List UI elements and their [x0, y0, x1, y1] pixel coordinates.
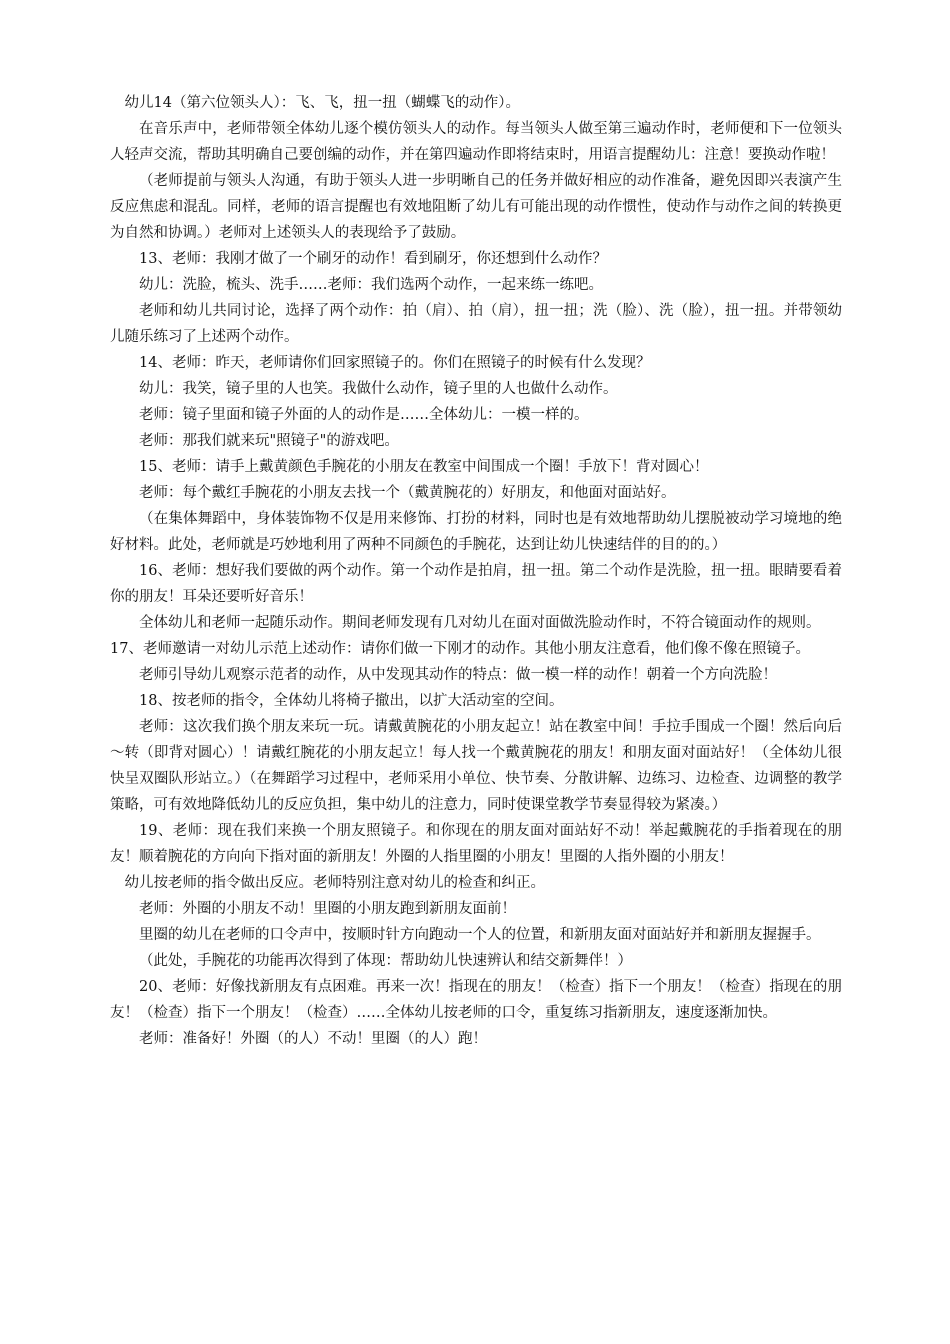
paragraph: （在集体舞蹈中，身体装饰物不仅是用来修饰、打扮的材料，同时也是有效地帮助幼儿摆脱被动学习境地的绝好材料。此处，老师就是巧妙地利用了两种不同颜色的手腕花，达到让幼儿快速结伴的目的的。）	[110, 511, 842, 553]
paragraph: 15、老师：请手上戴黄颜色手腕花的小朋友在教室中间围成一个圈！手放下！背对圆心！	[139, 459, 709, 475]
paragraph: 老师：外圈的小朋友不动！里圈的小朋友跑到新朋友面前！	[139, 901, 516, 917]
paragraph: 20、老师：好像找新朋友有点困难。再来一次！指现在的朋友！（检查）指下一个朋友！（检查）指现在的朋友！（检查）指下一个朋友！（检查）……全体幼儿按老师的口令，重复练习指新朋友，速度逐渐加快。	[110, 979, 842, 1021]
paragraph: 老师和幼儿共同讨论，选择了两个动作：拍（肩）、拍（肩），扭一扭；洗（脸）、洗（脸），扭一扭。并带领幼儿随乐练习了上述两个动作。	[110, 303, 842, 345]
paragraph: 幼儿14（第六位领头人）：飞、飞，扭一扭（蝴蝶飞的动作）。	[124, 95, 520, 111]
paragraph: 13、老师：我刚才做了一个刷牙的动作！看到刷牙，你还想到什么动作？	[139, 251, 607, 267]
paragraph: 幼儿：我笑，镜子里的人也笑。我做什么动作，镜子里的人也做什么动作。	[139, 381, 618, 397]
paragraph: 全体幼儿和老师一起随乐动作。期间老师发现有几对幼儿在面对面做洗脸动作时，不符合镜面动作的规则。	[139, 615, 821, 631]
paragraph: 17、老师邀请一对幼儿示范上述动作：请你们做一下刚才的动作。其他小朋友注意看，他们像不像在照镜子。	[110, 641, 810, 657]
paragraph: （老师提前与领头人沟通，有助于领头人进一步明晰自己的任务并做好相应的动作准备，避免因即兴表演产生反应焦虑和混乱。同样，老师的语言提醒也有效地阻断了幼儿有可能出现的动作惯性，使动作与动作之间的转换更为自然和协调。）老师对上述领头人的表现给予了鼓励。	[110, 173, 842, 241]
paragraph: 老师引导幼儿观察示范者的动作，从中发现其动作的特点：做一模一样的动作！朝着一个方向洗脸！	[139, 667, 777, 683]
paragraph: （此处，手腕花的功能再次得到了体现：帮助幼儿快速辨认和结交新舞伴！）	[139, 953, 632, 969]
paragraph: 在音乐声中，老师带领全体幼儿逐个模仿领头人的动作。每当领头人做至第三遍动作时，老师便和下一位领头人轻声交流，帮助其明确自己要创编的动作，并在第四遍动作即将结束时，用语言提醒幼儿：注意！要换动作啦！	[110, 121, 842, 163]
document-page	[110, 90, 842, 1052]
paragraph: 老师：准备好！外圈（的人）不动！里圈（的人）跑！	[139, 1031, 487, 1047]
paragraph: 老师：那我们就来玩"照镜子"的游戏吧。	[139, 433, 399, 449]
paragraph: 18、按老师的指令，全体幼儿将椅子撤出，以扩大活动室的空间。	[139, 693, 564, 709]
paragraph: 14、老师：昨天，老师请你们回家照镜子的。你们在照镜子的时候有什么发现？	[139, 355, 651, 371]
paragraph: 19、老师：现在我们来换一个朋友照镜子。和你现在的朋友面对面站好不动！举起戴腕花的手指着现在的朋友！顺着腕花的方向向下指对面的新朋友！外圈的人指里圈的小朋友！里圈的人指外圈的小朋友！	[110, 823, 842, 865]
paragraph: 里圈的幼儿在老师的口令声中，按顺时针方向跑动一个人的位置，和新朋友面对面站好并和新朋友握握手。	[139, 927, 821, 943]
paragraph: 幼儿：洗脸，梳头、洗手……老师：我们选两个动作，一起来练一练吧。	[139, 277, 603, 293]
paragraph: 老师：镜子里面和镜子外面的人的动作是……全体幼儿：一模一样的。	[139, 407, 589, 423]
paragraph: 16、老师：想好我们要做的两个动作。第一个动作是拍肩，扭一扭。第二个动作是洗脸，扭一扭。眼睛要看着你的朋友！耳朵还要听好音乐！	[110, 563, 842, 605]
paragraph: 老师：这次我们换个朋友来玩一玩。请戴黄腕花的小朋友起立！站在教室中间！手拉手围成一个圈！然后向后～转（即背对圆心）！请戴红腕花的小朋友起立！每人找一个戴黄腕花的朋友！和朋友面对面站好！（全体幼儿很快呈双圈队形站立。）（在舞蹈学习过程中，老师采用小单位、快节奏、分散讲解、边练习、边检查、边调整的教学策略，可有效地降低幼儿的反应负担，集中幼儿的注意力，同时使课堂教学节奏显得较为紧凑。）	[110, 719, 842, 813]
paragraph: 老师：每个戴红手腕花的小朋友去找一个（戴黄腕花的）好朋友，和他面对面站好。	[139, 485, 676, 501]
paragraph: 幼儿按老师的指令做出反应。老师特别注意对幼儿的检查和纠正。	[124, 875, 545, 891]
